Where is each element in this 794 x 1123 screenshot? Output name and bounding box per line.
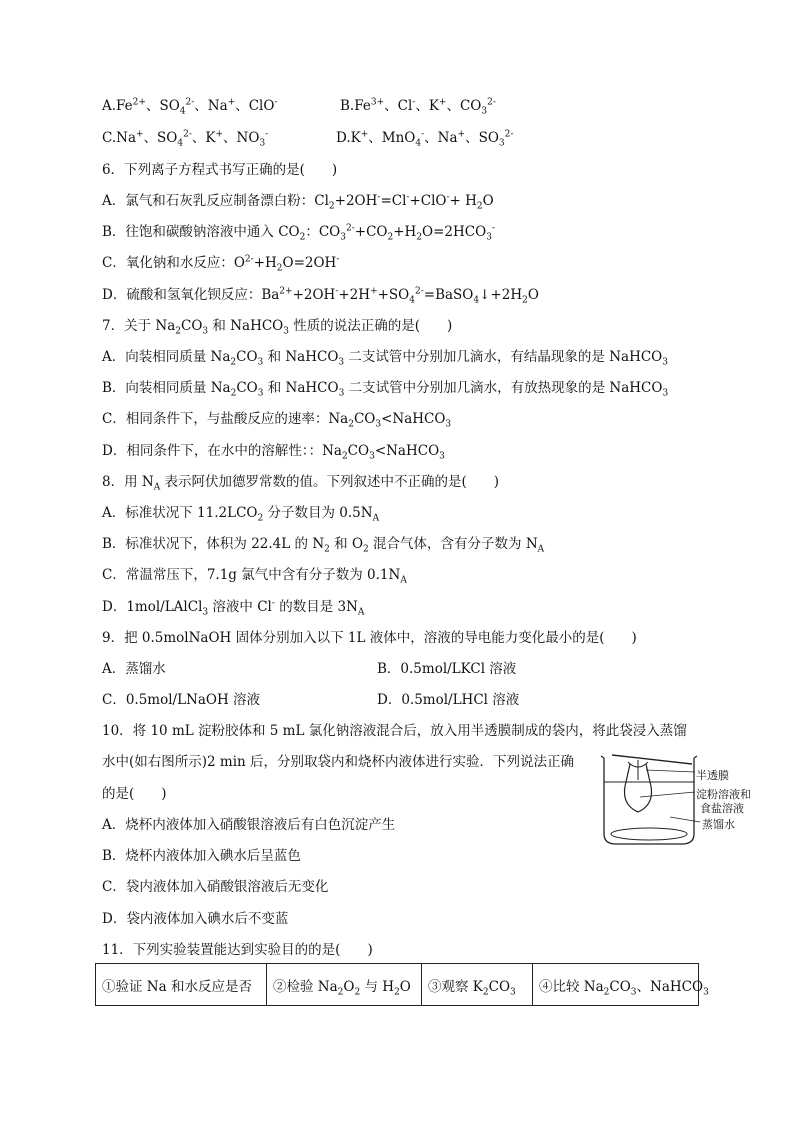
q7-stem: 7．关于 $Na_2CO_3$ 和 NaHCO$_3$ 性质的说法正确的是( ) bbox=[102, 318, 453, 337]
q7-option-d: D．相同条件下，在水中的溶解性：：$Na_2CO_3<NaHCO_3$ bbox=[102, 443, 445, 462]
pointer-line-3 bbox=[670, 817, 700, 822]
q11-cell-1: ①验证 Na 和水反应是否 bbox=[96, 964, 267, 1006]
q10-option-a: A．烧杯内液体加入硝酸银溶液后有白色沉淀产生 bbox=[102, 817, 396, 833]
q8-option-a: A．标准状况下 $11.2LCO_2$ 分子数目为 $0.5N_A$ bbox=[102, 505, 380, 524]
q9-option-b: B．0.5mol/LKCl 溶液 bbox=[377, 661, 517, 677]
figure-label-water: 蒸馏水 bbox=[702, 818, 735, 831]
beaker-bottom bbox=[611, 828, 687, 840]
pointer-line-2 bbox=[640, 792, 695, 797]
q5-option-a: $A.Fe^{2+}$、$SO_4^{2-}$、Na+、ClO- bbox=[102, 97, 278, 117]
q11-cell-2: ②检验 $Na_2O_2$ 与 $H_2O$ bbox=[267, 964, 422, 1006]
q11-cell-4: ④比较 $Na_2CO_3$、NaHCO$_3$ bbox=[533, 964, 699, 1006]
pointer-line-1 bbox=[646, 770, 695, 772]
q6-option-d: D．硫酸和氢氧化钡反应：$Ba^{2+}+2OH^-+2H^++SO_4^{2-}=BaSO_4↓+2H_2O$ bbox=[102, 286, 539, 306]
q9-option-c: C．0.5mol/LNaOH 溶液 bbox=[102, 692, 261, 708]
q9-option-d: D．0.5mol/LHCl 溶液 bbox=[377, 692, 520, 708]
q10-stem-line1: 10．将 10 mL 淀粉胶体和 5 mL 氯化钠溶液混合后，放入用半透膜制成的袋内，将此袋浸入蒸馏 bbox=[102, 723, 687, 739]
q5-option-d: D.K+、MnO$_4$-、Na+、$SO_3^{2-}$ bbox=[336, 129, 514, 149]
beaker-diagram bbox=[600, 752, 794, 852]
q10-option-c: C．袋内液体加入硝酸银溶液后无变化 bbox=[102, 879, 329, 895]
q10-stem-line2: 水中(如右图所示)2 min 后，分别取袋内和烧杯内液体进行实验．下列说法正确 bbox=[102, 754, 575, 770]
q11-stem: 11．下列实验装置能达到实验目的的是( ) bbox=[102, 942, 373, 958]
support-rod bbox=[612, 755, 692, 764]
q9-stem: 9．把 0.5molNaOH 固体分别加入以下 1L 液体中，溶液的导电能力变化最小的是( ) bbox=[102, 630, 637, 646]
q5-option-c: C.Na+、$SO_4^{2-}$、K+、$NO_3^-$ bbox=[102, 129, 269, 149]
q10-stem-line3: 的是( ) bbox=[102, 786, 167, 802]
q10-option-d: D．袋内液体加入碘水后不变蓝 bbox=[102, 911, 289, 927]
table-row bbox=[96, 964, 699, 1006]
q6-stem: 6．下列离子方程式书写正确的是( ) bbox=[102, 162, 338, 178]
figure-label-solution-2: 食盐溶液 bbox=[700, 802, 744, 815]
q9-option-a: A．蒸馏水 bbox=[102, 661, 166, 677]
q6-option-b: B．往饱和碳酸钠溶液中通入 $CO_2$：$CO_3^{2-}+CO_2+H_2O=2HCO_3^-$ bbox=[102, 223, 495, 243]
q11-options-table bbox=[95, 963, 709, 1006]
q7-option-c: C．相同条件下，与盐酸反应的速率：$Na_2CO_3<NaHCO_3$ bbox=[102, 411, 452, 430]
q11-cell-3: ③观察 $K_2CO_3$ bbox=[422, 964, 533, 1006]
q5-option-b: $B.Fe^{3+}$、Cl-、K+、$CO_3^{2-}$ bbox=[340, 97, 496, 117]
q8-option-c: C．常温常压下，7.1g 氯气中含有分子数为 $0.1N_A$ bbox=[102, 567, 407, 586]
q10-option-b: B．烧杯内液体加入碘水后呈蓝色 bbox=[102, 848, 301, 864]
q6-option-c: C．氧化钠和水反应：$O^{2-}+H_2O=2OH^-$ bbox=[102, 254, 340, 274]
q7-option-b: B．向装相同质量 $Na_2CO_3$ 和 NaHCO$_3$ 二支试管中分别加几滴水，有放热现象的是 NaHCO$_3$ bbox=[102, 380, 669, 399]
beaker-lip bbox=[601, 756, 697, 758]
q8-stem: 8．用 $N_A$ 表示阿伏加德罗常数的值。下列叙述中不正确的是( ) bbox=[102, 474, 500, 493]
q6-option-a: A．氯气和石灰乳反应制备漂白粉：$Cl_2+2OH^-=Cl^-+ClO^-+ H_2O$ bbox=[102, 192, 494, 212]
figure-label-solution-1: 淀粉溶液和 bbox=[696, 788, 751, 801]
q7-option-a: A．向装相同质量 $Na_2CO_3$ 和 NaHCO$_3$ 二支试管中分别加几滴水，有结晶现象的是 NaHCO$_3$ bbox=[102, 349, 668, 368]
figure-label-membrane: 半透膜 bbox=[696, 769, 729, 782]
q8-option-b: B．标准状况下，体积为 22.4L 的 $N_2$ 和 $O_2$ 混合气体，含有分子数为 $N_A$ bbox=[102, 536, 545, 555]
q8-option-d: D．1mol/LAlCl$_3$ 溶液中 Cl- 的数目是 $3N_A$ bbox=[102, 598, 365, 618]
